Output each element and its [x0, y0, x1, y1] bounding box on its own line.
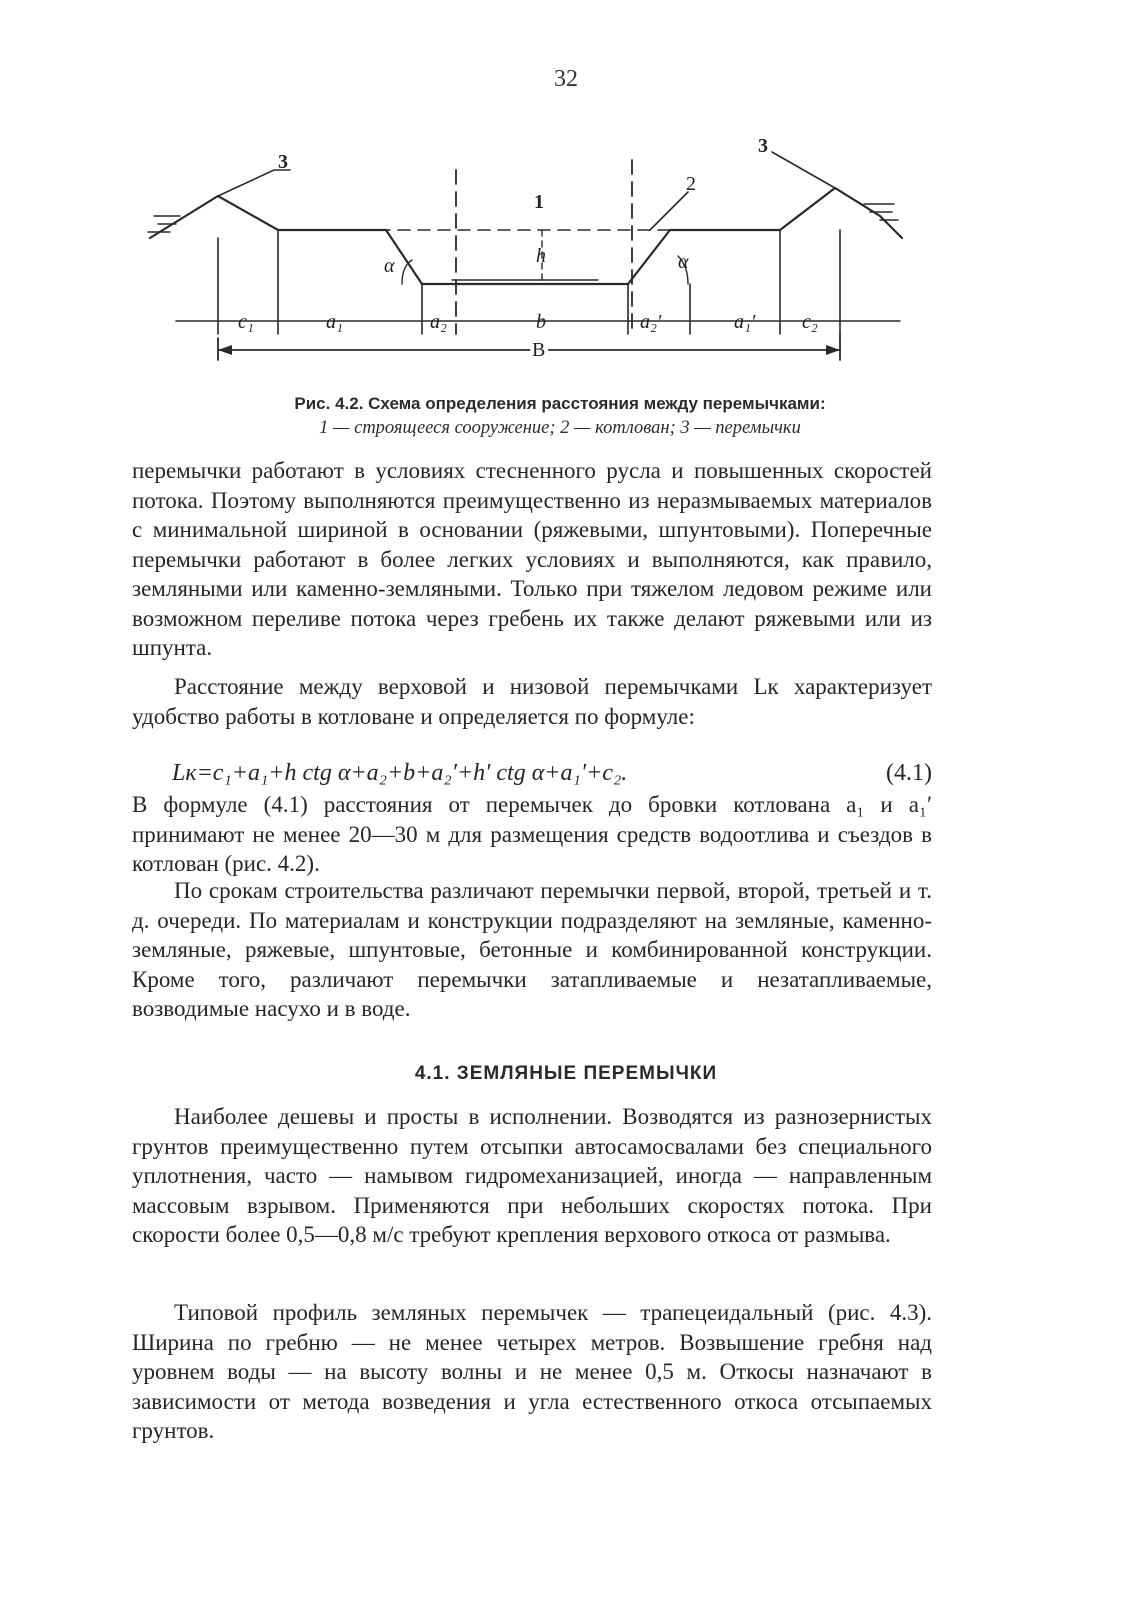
section-heading: 4.1. ЗЕМЛЯНЫЕ ПЕРЕМЫЧКИ [414, 1063, 718, 1084]
angle-arc-left [402, 260, 412, 284]
dim-B-label: B [532, 339, 546, 361]
angle-left-label: α [384, 255, 395, 277]
paragraph-4: По срокам строительства различают перемычки первой, второй, третьей и т. д. очереди. По материалам и конструкции подразделяют на земляные, каменно-земляные, ряжевые, шпунтовые, бетонные и комбинированной конструкции. Кроме того, различают перемычки затапливаемые и незатапливаемые, возводимые насухо и в воде. [132, 878, 932, 1021]
dim-a2p-label: a₂′ [640, 311, 662, 333]
cofferdam-diagram [140, 138, 960, 388]
paragraph-2: Расстояние между верховой и низовой перемычками Lк характеризует удобство работы в котловане и определяется по формуле: [132, 674, 932, 729]
paragraph-3: В формуле (4.1) расстояния от перемычек до бровки котлована a₁ и a₁′ принимают не менее 20—30 м для размещения средств водоотлива и съездов в котлован (рис. 4.2). [132, 792, 932, 876]
dim-b-label: b [536, 311, 546, 333]
callout-3-left: 3 [278, 151, 288, 173]
callout-2: 2 [686, 173, 696, 195]
caption-title: Рис. 4.2. Схема определения расстояния между перемычками: [294, 394, 826, 413]
dim-c1-label: c₁ [238, 311, 254, 333]
dim-c2-label: c₂ [802, 311, 818, 333]
dim-a1p-label: a₁′ [734, 311, 756, 333]
callout-3-right: 3 [758, 138, 768, 157]
paragraph-6: Типовой профиль земляных перемычек — трапецеидальный (рис. 4.3). Ширина по гребню — не менее четырех метров. Возвышение гребня над уровнем воды — на высоту волны и не менее 0,5 м. Откосы назначают в зависимости от метода возведения и угла естественного откоса отсыпаемых грунтов. [132, 1300, 932, 1443]
angle-right-label: α [678, 251, 689, 273]
depth-label: h [536, 245, 546, 267]
paragraph-1: перемычки работают в условиях стесненного русла и повышенных скоростей потока. Поэтому выполняются преимущественно из неразмываемых материалов с минимальной шириной в основании (ряжевыми, шпунтовыми). Поперечные перемычки работают в более легких условиях и выполняются, как правило, земляными или каменно-земляными. Только при тяжелом ледовом режиме или возможном переливе потока через гребень их также делают ряжевыми или из шпунта. [132, 458, 932, 660]
page-number: 32 [554, 66, 578, 92]
dim-a1-label: a₁ [326, 311, 343, 333]
figure-caption [180, 392, 940, 440]
dim-a2-label: a₂ [430, 311, 447, 333]
paragraph-5: Наиболее дешевы и просты в исполнении. Возводятся из разнозернистых грунтов преимущественно путем отсыпки автосамосвалами без специального уплотнения, часто — намывом гидромеханизацией, иногда — направленным массовым взрывом. Применяются при небольших скоростях потока. При скорости более 0,5—0,8 м/с требуют крепления верхового откоса от размыва. [132, 1104, 932, 1247]
formula-expression: Lк=c₁+a₁+h ctg α+a₂+b+a₂′+h′ ctg α+a₁′+c₂. [172, 760, 628, 786]
formula-number: (4.1) [886, 760, 932, 786]
callout-1: 1 [534, 191, 544, 213]
caption-legend: 1 — строящееся сооружение; 2 — котлован; 3 — перемычки [319, 418, 801, 438]
ground-profile [150, 188, 902, 284]
